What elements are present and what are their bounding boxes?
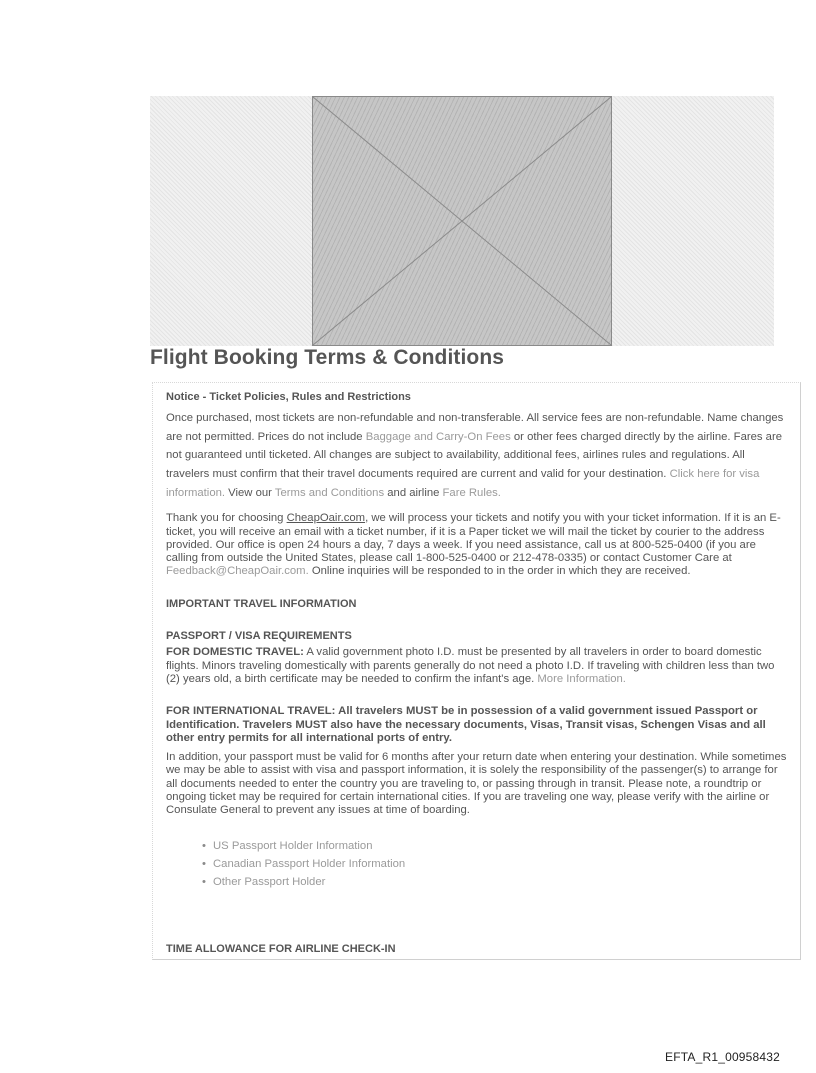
fare-rules-link[interactable]: Fare Rules. — [442, 486, 501, 499]
notice-paragraph — [166, 409, 790, 502]
feedback-email-link[interactable]: Feedback@CheapOair.com. — [166, 565, 309, 578]
notice-heading: Notice - Ticket Policies, Rules and Restrictions — [166, 391, 411, 403]
international-travel-warning: FOR INTERNATIONAL TRAVEL: All travelers MUST be in possession of a valid government issued Passport or Identification. Travelers MUST also have the necessary documents, Visas, Transit visas, Schengen Visas and all other entry permits for all international ports of entry. — [166, 705, 766, 744]
thank-you-text-part: , we will process your tickets and notify you with your ticket information. If it is an E-ticket, you will receive an email with a ticket number, if it is a Paper ticket we will mail the ticket by courier to the address provided. Our office is open 24 hours a day, 7 days a week. If you need assistance, call us at 800-525-0400 (if you are calling from outside the United States, please call 1-800-525-0400 or 212-478-0335) or contact Customer Care at — [166, 512, 781, 565]
thank-you-text-part: Thank you for choosing — [166, 512, 287, 525]
international-travel-paragraph: In addition, your passport must be valid for 6 months after your return date when entering your destination. While sometimes we may be able to assist with visa and passport information, it is solely the responsibility of the passenger(s) to arrange for all documents needed to enter the country you are traveling to, or passing through in transit. Please note, a roundtrip or ongoing ticket may be required for certain international cities. If you are traveling one way, please verify with the airline or Consulate General to prevent any issues at time of boarding. — [166, 751, 787, 817]
terms-box — [152, 382, 801, 960]
passport-visa-heading: PASSPORT / VISA REQUIREMENTS — [166, 630, 352, 643]
banner-area — [150, 96, 774, 346]
other-passport-link[interactable]: • Other Passport Holder — [202, 873, 790, 891]
broken-image-icon — [313, 97, 611, 345]
terms-and-conditions-link[interactable]: Terms and Conditions — [274, 486, 385, 499]
domestic-travel-text: A valid government photo I.D. must be presented by all travelers in order to board domestic flights. Minors traveling domestically with parents generally do not need a photo I.D. If traveling with children less than two (2) years old, a birth certificate may be needed to confirm the infant's age. — [166, 646, 775, 685]
important-travel-info-heading: IMPORTANT TRAVEL INFORMATION — [166, 597, 357, 610]
domestic-travel-paragraph — [166, 646, 790, 686]
cheapoair-link[interactable]: CheapOair.com — [286, 512, 366, 525]
thank-you-text-part: Online inquiries will be responded to in the order in which they are received. — [308, 565, 691, 578]
visa-information-link[interactable]: Click here for visa information. — [166, 468, 760, 499]
checkin-time-heading: TIME ALLOWANCE FOR AIRLINE CHECK-IN — [166, 942, 396, 955]
thank-you-paragraph — [166, 512, 790, 578]
notice-text-part: Once purchased, most tickets are non-refundable and non-transferable. All service fees are non-refundable. Name changes are not permitted. Prices do not include — [166, 412, 784, 443]
notice-text-part: and airline — [384, 486, 443, 499]
domestic-travel-label: FOR DOMESTIC TRAVEL: — [166, 646, 304, 659]
document-id: EFTA_R1_00958432 — [665, 1050, 781, 1064]
passport-holder-list — [166, 837, 790, 891]
baggage-fees-link[interactable]: Baggage and Carry-On Fees — [365, 430, 511, 443]
more-information-link[interactable]: More Information. — [537, 672, 626, 685]
notice-text-part: View our — [225, 486, 275, 499]
missing-image-placeholder — [312, 96, 612, 346]
canadian-passport-link[interactable]: • Canadian Passport Holder Information — [202, 855, 790, 873]
us-passport-link[interactable]: • US Passport Holder Information — [202, 837, 790, 855]
notice-text-part: or other fees charged directly by the airline. Fares are not guaranteed until ticketed. All changes are subject to availability, additional fees, airlines rules and regulations. All travelers must confirm that their travel documents required are current and valid for your destination. — [166, 430, 783, 481]
page-title: Flight Booking Terms & Conditions — [150, 346, 505, 369]
